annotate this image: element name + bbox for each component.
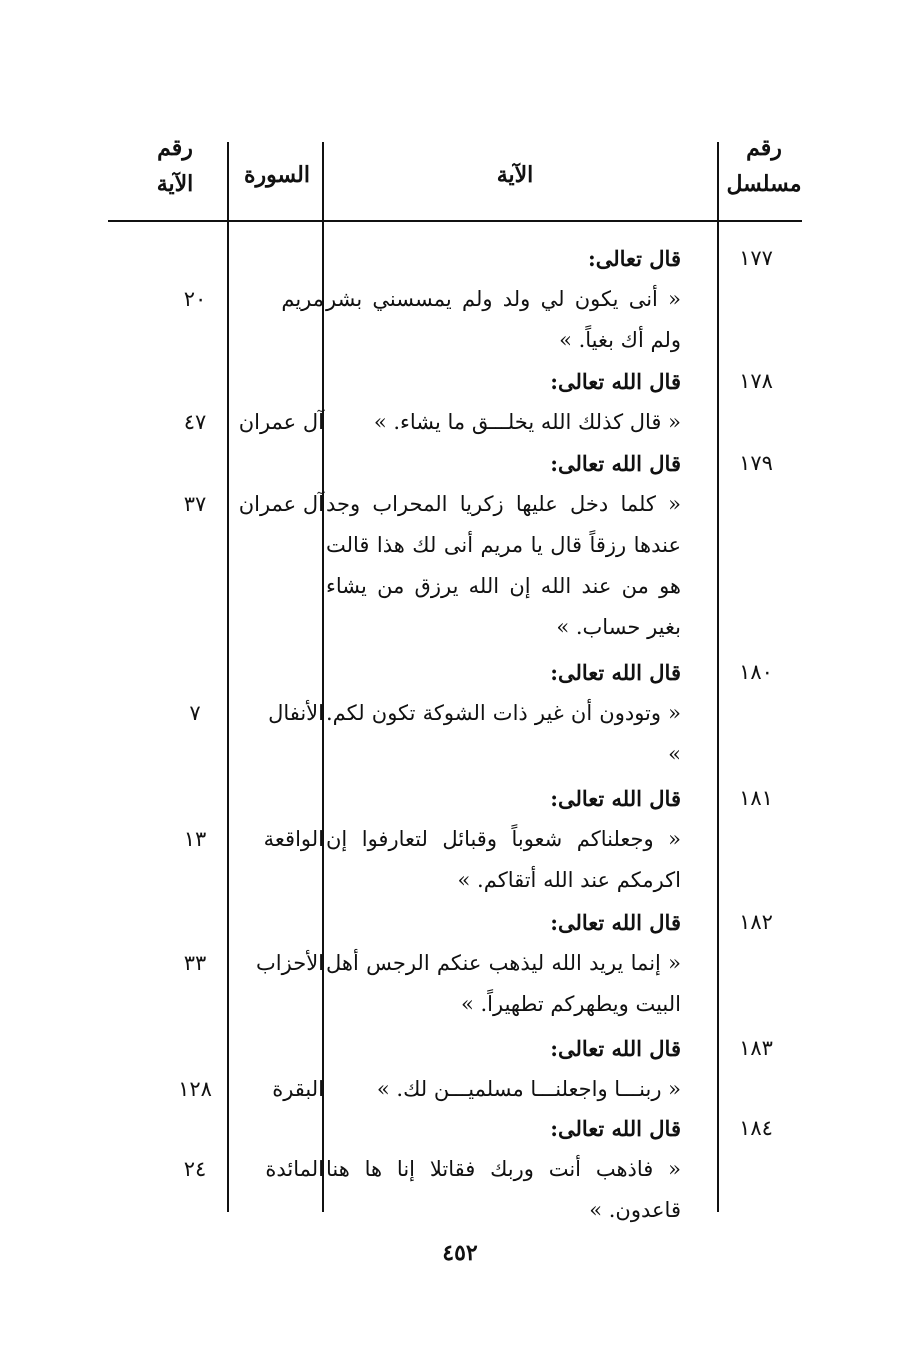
- row-ayah-text: « أنى يكون لي ولد ولم يمسسني بشر ولم أك بغياً. »: [326, 287, 681, 352]
- row-ayah-number: ٣٧: [183, 492, 207, 516]
- row-surah: مريم: [281, 287, 324, 311]
- table-row: [326, 361, 681, 443]
- row-surah: آل عمران: [238, 410, 324, 434]
- row-serial: ١٧٨: [739, 369, 773, 393]
- row-serial: ١٨١: [739, 786, 773, 810]
- row-intro: قال تعالى:: [587, 246, 681, 271]
- row-intro: قال الله تعالى:: [550, 451, 681, 476]
- row-ayah-number: ٤٧: [183, 410, 207, 434]
- row-ayah-text: « وجعلناكم شعوباً وقبائل لتعارفوا إن اكرمكم عند الله أتقاكم. »: [326, 827, 681, 892]
- row-surah: الأحزاب: [256, 951, 324, 975]
- row-ayah-text: « فاذهب أنت وربك فقاتلا إنا ها هنا قاعدون. »: [326, 1157, 681, 1222]
- header-ayah-number: رقم الآية: [156, 135, 194, 197]
- row-ayah-text: « إنما يريد الله ليذهب عنكم الرجس أهل البيت ويطهركم تطهيراً. »: [326, 951, 681, 1016]
- row-intro: قال الله تعالى:: [550, 369, 681, 394]
- table-row: [326, 1108, 681, 1231]
- row-serial: ١٨٢: [739, 910, 773, 934]
- row-ayah-text: « وتودون أن غير ذات الشوكة تكون لكم. »: [326, 701, 681, 766]
- table-row: [326, 652, 681, 775]
- table-row: [326, 1028, 681, 1110]
- row-surah: المائدة: [265, 1157, 324, 1181]
- table-row: [326, 778, 681, 901]
- row-ayah-number: ٣٣: [183, 951, 207, 975]
- header-ayah: الآية: [496, 162, 534, 188]
- row-intro: قال الله تعالى:: [550, 1116, 681, 1141]
- table-row: [326, 902, 681, 1025]
- row-ayah-number: ١٢٨: [178, 1077, 212, 1101]
- page-number: ٤٥٢: [442, 1240, 478, 1266]
- row-serial: ١٧٩: [739, 451, 773, 475]
- row-ayah-text: « ربنـــا واجعلنـــا مسلميـــن لك. »: [376, 1077, 681, 1101]
- row-serial: ١٨٤: [739, 1116, 773, 1140]
- row-ayah-number: ٧: [189, 701, 201, 725]
- row-serial: ١٨٠: [739, 660, 773, 684]
- table-row: [326, 238, 681, 361]
- row-intro: قال الله تعالى:: [550, 786, 681, 811]
- row-serial: ١٧٧: [739, 246, 773, 270]
- header-divider: [108, 220, 802, 222]
- row-ayah-text: « قال كذلك الله يخلـــق ما يشاء. »: [373, 410, 681, 434]
- table-row: [326, 443, 681, 648]
- row-surah: آل عمران: [238, 492, 324, 516]
- row-serial: ١٨٣: [739, 1036, 773, 1060]
- row-ayah-number: ٢٤: [183, 1157, 207, 1181]
- header-surah: السورة: [244, 162, 310, 188]
- row-intro: قال الله تعالى:: [550, 660, 681, 685]
- row-surah: الواقعة: [263, 827, 324, 851]
- row-ayah-number: ٢٠: [183, 287, 207, 311]
- row-surah: البقرة: [272, 1077, 324, 1101]
- row-intro: قال الله تعالى:: [550, 1036, 681, 1061]
- row-intro: قال الله تعالى:: [550, 910, 681, 935]
- row-surah: الأنفال: [268, 701, 324, 725]
- row-ayah-text: « كلما دخل عليها زكريا المحراب وجد عندها رزقاً قال يا مريم أنى لك هذا قالت هو من عند الله إن الله يرزق من يشاء بغير حساب. »: [326, 492, 681, 639]
- header-serial: رقم مسلسل: [726, 135, 802, 197]
- row-ayah-number: ١٣: [183, 827, 207, 851]
